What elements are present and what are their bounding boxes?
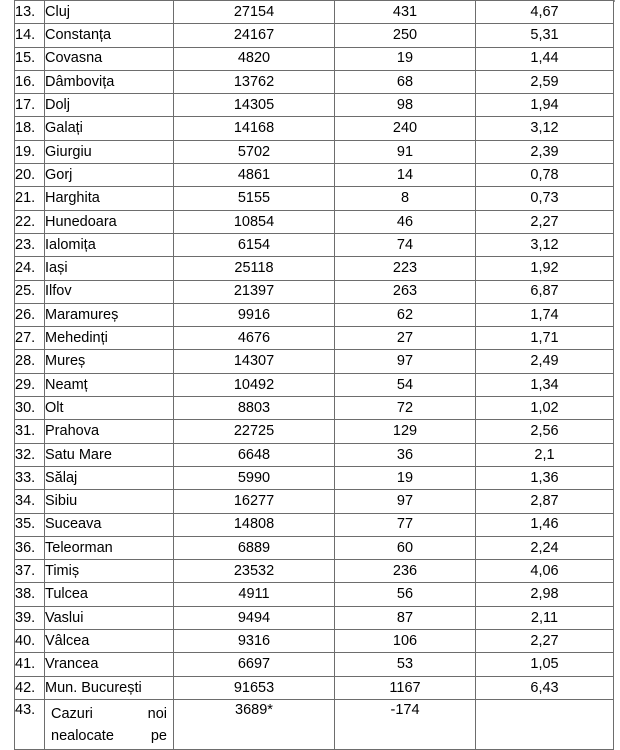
row-index-cell: 23. <box>15 233 45 256</box>
county-name-cell: Dâmbovița <box>45 70 174 93</box>
county-name-cell: Timiș <box>45 560 174 583</box>
county-name-cell: Olt <box>45 397 174 420</box>
incidence-rate-cell: 2,11 <box>476 606 614 629</box>
table-row-unallocated <box>15 699 614 749</box>
row-index-cell: 27. <box>15 327 45 350</box>
table-row <box>15 187 614 210</box>
table-row <box>15 560 614 583</box>
county-name-cell: Teleorman <box>45 536 174 559</box>
incidence-rate-cell: 1,74 <box>476 303 614 326</box>
row-index-cell: 34. <box>15 490 45 513</box>
total-cases-cell: 6154 <box>174 233 335 256</box>
county-name-cell: Maramureș <box>45 303 174 326</box>
total-cases-cell: 9316 <box>174 630 335 653</box>
row-index-cell: 15. <box>15 47 45 70</box>
total-cases-cell: 10854 <box>174 210 335 233</box>
new-cases-cell: 236 <box>335 560 476 583</box>
incidence-rate-cell: 5,31 <box>476 24 614 47</box>
table-body <box>15 1 614 750</box>
incidence-rate-cell: 3,12 <box>476 117 614 140</box>
total-cases-cell: 14305 <box>174 94 335 117</box>
county-name-cell: Mun. București <box>45 676 174 699</box>
total-cases-cell: 4861 <box>174 164 335 187</box>
incidence-rate-cell: 1,02 <box>476 397 614 420</box>
new-cases-cell: 87 <box>335 606 476 629</box>
total-cases-cell: 4820 <box>174 47 335 70</box>
total-cases-cell: 9494 <box>174 606 335 629</box>
new-cases-cell: -174 <box>335 699 476 749</box>
table-row <box>15 513 614 536</box>
table-row <box>15 280 614 303</box>
new-cases-cell: 72 <box>335 397 476 420</box>
table-row <box>15 233 614 256</box>
justified-line <box>51 725 167 747</box>
total-cases-cell: 13762 <box>174 70 335 93</box>
new-cases-cell: 1167 <box>335 676 476 699</box>
county-name-cell: Suceava <box>45 513 174 536</box>
county-name-cell: Mehedinți <box>45 327 174 350</box>
justified-word: nealocate <box>51 727 114 744</box>
total-cases-cell: 16277 <box>174 490 335 513</box>
row-index-cell: 20. <box>15 164 45 187</box>
table-row <box>15 210 614 233</box>
total-cases-cell: 14168 <box>174 117 335 140</box>
new-cases-cell: 250 <box>335 24 476 47</box>
county-statistics-table <box>14 0 614 750</box>
new-cases-cell: 14 <box>335 164 476 187</box>
table-row <box>15 490 614 513</box>
incidence-rate-cell: 6,87 <box>476 280 614 303</box>
county-name-cell: Vaslui <box>45 606 174 629</box>
incidence-rate-cell: 3,12 <box>476 233 614 256</box>
row-index-cell: 16. <box>15 70 45 93</box>
table-row <box>15 303 614 326</box>
incidence-rate-cell: 1,05 <box>476 653 614 676</box>
table-row <box>15 24 614 47</box>
new-cases-cell: 46 <box>335 210 476 233</box>
incidence-rate-cell: 2,59 <box>476 70 614 93</box>
row-index-cell: 21. <box>15 187 45 210</box>
total-cases-cell: 5155 <box>174 187 335 210</box>
table-row <box>15 47 614 70</box>
new-cases-cell: 36 <box>335 443 476 466</box>
county-name-cell: Neamț <box>45 373 174 396</box>
row-index-cell: 24. <box>15 257 45 280</box>
county-name-cell: Mureș <box>45 350 174 373</box>
total-cases-cell: 27154 <box>174 1 335 24</box>
county-name-cell: Ialomița <box>45 233 174 256</box>
table-row <box>15 583 614 606</box>
total-cases-cell: 22725 <box>174 420 335 443</box>
new-cases-cell: 68 <box>335 70 476 93</box>
new-cases-cell: 129 <box>335 420 476 443</box>
incidence-rate-cell: 1,94 <box>476 94 614 117</box>
new-cases-cell: 56 <box>335 583 476 606</box>
incidence-rate-cell: 1,92 <box>476 257 614 280</box>
incidence-rate-cell: 2,49 <box>476 350 614 373</box>
justified-word: pe <box>150 727 167 744</box>
row-index-cell: 28. <box>15 350 45 373</box>
new-cases-cell: 62 <box>335 303 476 326</box>
row-index-cell: 42. <box>15 676 45 699</box>
row-index-cell: 19. <box>15 140 45 163</box>
row-index-cell: 38. <box>15 583 45 606</box>
row-index-cell: 25. <box>15 280 45 303</box>
incidence-rate-cell: 2,87 <box>476 490 614 513</box>
row-index-cell: 17. <box>15 94 45 117</box>
county-name-cell: Satu Mare <box>45 443 174 466</box>
row-index-cell: 33. <box>15 466 45 489</box>
incidence-rate-cell: 2,27 <box>476 210 614 233</box>
county-name-cell: Giurgiu <box>45 140 174 163</box>
justified-word: Cazuri <box>51 705 93 722</box>
row-index-cell: 26. <box>15 303 45 326</box>
county-name-cell: Constanța <box>45 24 174 47</box>
row-index-cell: 43. <box>15 699 45 749</box>
row-index-cell: 39. <box>15 606 45 629</box>
county-name-cell: Tulcea <box>45 583 174 606</box>
county-name-cell: Hunedoara <box>45 210 174 233</box>
county-name-cell: Cluj <box>45 1 174 24</box>
total-cases-cell: 10492 <box>174 373 335 396</box>
total-cases-cell: 24167 <box>174 24 335 47</box>
county-name-cell: Prahova <box>45 420 174 443</box>
justified-word: noi <box>147 705 167 722</box>
table-row <box>15 443 614 466</box>
incidence-rate-cell: 0,78 <box>476 164 614 187</box>
new-cases-cell: 19 <box>335 47 476 70</box>
total-cases-cell: 3689* <box>174 699 335 749</box>
table-row <box>15 420 614 443</box>
new-cases-cell: 431 <box>335 1 476 24</box>
table-row <box>15 373 614 396</box>
new-cases-cell: 97 <box>335 350 476 373</box>
new-cases-cell: 240 <box>335 117 476 140</box>
table-row <box>15 397 614 420</box>
incidence-rate-cell: 2,56 <box>476 420 614 443</box>
row-index-cell: 41. <box>15 653 45 676</box>
table-row <box>15 630 614 653</box>
incidence-rate-cell: 1,44 <box>476 47 614 70</box>
total-cases-cell: 8803 <box>174 397 335 420</box>
incidence-rate-cell: 6,43 <box>476 676 614 699</box>
incidence-rate-cell: 1,46 <box>476 513 614 536</box>
incidence-rate-cell: 2,24 <box>476 536 614 559</box>
incidence-rate-cell: 2,1 <box>476 443 614 466</box>
new-cases-cell: 77 <box>335 513 476 536</box>
table-row <box>15 327 614 350</box>
total-cases-cell: 5702 <box>174 140 335 163</box>
incidence-rate-cell: 1,71 <box>476 327 614 350</box>
table-row <box>15 466 614 489</box>
row-index-cell: 18. <box>15 117 45 140</box>
row-index-cell: 31. <box>15 420 45 443</box>
total-cases-cell: 5990 <box>174 466 335 489</box>
total-cases-cell: 23532 <box>174 560 335 583</box>
county-name-cell: Iași <box>45 257 174 280</box>
unallocated-label-cell <box>45 699 174 749</box>
row-index-cell: 30. <box>15 397 45 420</box>
row-index-cell: 36. <box>15 536 45 559</box>
total-cases-cell: 14307 <box>174 350 335 373</box>
justified-line <box>51 703 167 725</box>
county-name-cell: Vâlcea <box>45 630 174 653</box>
table-row <box>15 606 614 629</box>
new-cases-cell: 98 <box>335 94 476 117</box>
incidence-rate-cell: 4,67 <box>476 1 614 24</box>
incidence-rate-cell: 2,39 <box>476 140 614 163</box>
county-name-cell: Sibiu <box>45 490 174 513</box>
new-cases-cell: 54 <box>335 373 476 396</box>
county-statistics-table-wrapper <box>14 0 613 750</box>
new-cases-cell: 53 <box>335 653 476 676</box>
total-cases-cell: 91653 <box>174 676 335 699</box>
justified-label-block <box>45 700 173 747</box>
table-row <box>15 536 614 559</box>
table-row <box>15 140 614 163</box>
new-cases-cell: 27 <box>335 327 476 350</box>
county-name-cell: Ilfov <box>45 280 174 303</box>
table-row <box>15 164 614 187</box>
incidence-rate-cell: 4,06 <box>476 560 614 583</box>
new-cases-cell: 223 <box>335 257 476 280</box>
new-cases-cell: 106 <box>335 630 476 653</box>
row-index-cell: 29. <box>15 373 45 396</box>
total-cases-cell: 6697 <box>174 653 335 676</box>
county-name-cell: Sălaj <box>45 466 174 489</box>
table-row <box>15 676 614 699</box>
new-cases-cell: 60 <box>335 536 476 559</box>
county-name-cell: Harghita <box>45 187 174 210</box>
total-cases-cell: 21397 <box>174 280 335 303</box>
table-row <box>15 257 614 280</box>
incidence-rate-cell: 2,98 <box>476 583 614 606</box>
row-index-cell: 40. <box>15 630 45 653</box>
table-row <box>15 350 614 373</box>
table-row <box>15 653 614 676</box>
new-cases-cell: 91 <box>335 140 476 163</box>
new-cases-cell: 19 <box>335 466 476 489</box>
total-cases-cell: 4676 <box>174 327 335 350</box>
total-cases-cell: 14808 <box>174 513 335 536</box>
incidence-rate-cell: 1,36 <box>476 466 614 489</box>
total-cases-cell: 25118 <box>174 257 335 280</box>
table-row <box>15 1 614 24</box>
total-cases-cell: 6648 <box>174 443 335 466</box>
county-name-cell: Covasna <box>45 47 174 70</box>
incidence-rate-cell: 2,27 <box>476 630 614 653</box>
row-index-cell: 13. <box>15 1 45 24</box>
table-row <box>15 117 614 140</box>
county-name-cell: Gorj <box>45 164 174 187</box>
table-row <box>15 94 614 117</box>
county-name-cell: Dolj <box>45 94 174 117</box>
row-index-cell: 14. <box>15 24 45 47</box>
row-index-cell: 22. <box>15 210 45 233</box>
row-index-cell: 35. <box>15 513 45 536</box>
new-cases-cell: 263 <box>335 280 476 303</box>
table-row <box>15 70 614 93</box>
county-name-cell: Vrancea <box>45 653 174 676</box>
county-name-cell: Galați <box>45 117 174 140</box>
incidence-rate-cell: 0,73 <box>476 187 614 210</box>
total-cases-cell: 6889 <box>174 536 335 559</box>
new-cases-cell: 8 <box>335 187 476 210</box>
incidence-rate-cell: 1,34 <box>476 373 614 396</box>
total-cases-cell: 9916 <box>174 303 335 326</box>
total-cases-cell: 4911 <box>174 583 335 606</box>
new-cases-cell: 74 <box>335 233 476 256</box>
row-index-cell: 32. <box>15 443 45 466</box>
new-cases-cell: 97 <box>335 490 476 513</box>
incidence-rate-cell <box>476 699 614 749</box>
row-index-cell: 37. <box>15 560 45 583</box>
